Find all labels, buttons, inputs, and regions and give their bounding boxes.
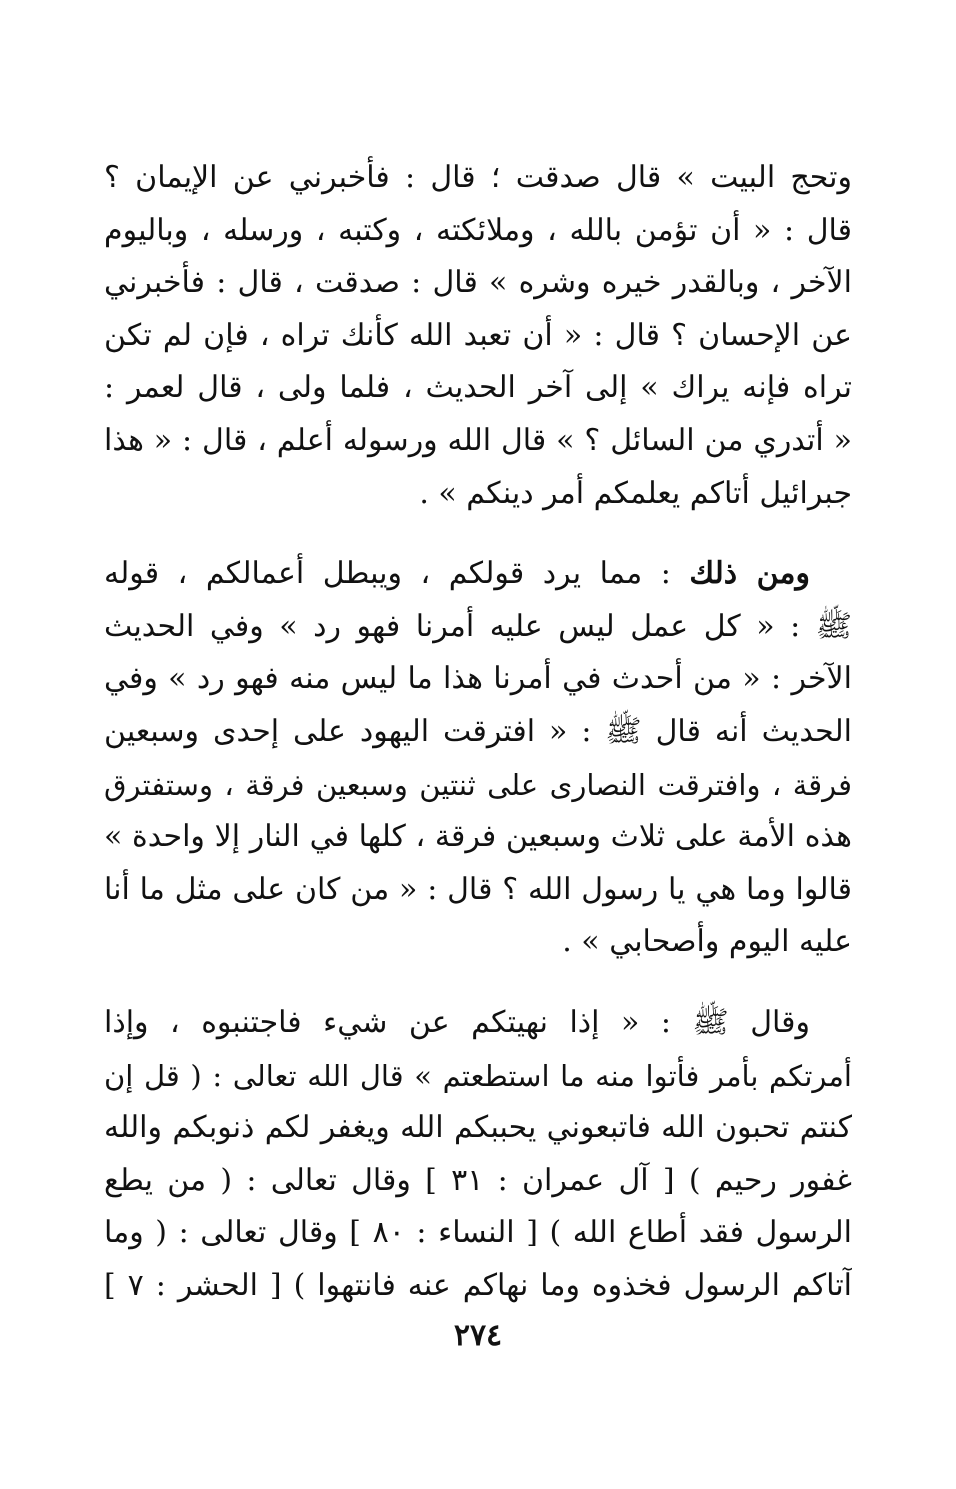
- page-body: [104, 152, 852, 1312]
- text-line: عن الإحسان ؟ قال : « أن تعبد الله كأنك تراه ، فإن لم تكن: [104, 317, 852, 353]
- text-line: « أتدري من السائل ؟ » قال الله ورسوله أعلم ، قال : « هذا: [104, 422, 852, 458]
- paragraph-2: [104, 548, 852, 969]
- text-line: عليه اليوم وأصحابي » .: [562, 924, 852, 960]
- text-line-first: وقال ﷺ : « إذا نهيتكم عن شيء فاجتنبوه ، وإذا: [104, 1004, 810, 1040]
- text-line-first: [104, 548, 852, 601]
- text-line: الرسول فقد أطاع الله ) [ النساء : ٨٠ ] وقال تعالى : ( وما: [104, 1215, 852, 1251]
- text-line: الآخر ، وبالقدر خيره وشره » قال : صدقت ، قال : فأخبرني: [104, 265, 852, 301]
- text-line: فرقة ، وافترقت النصارى على ثنتين وسبعين فرقة ، وستفترق: [104, 767, 852, 802]
- text-line: غفور رحيم ) [ آل عمران : ٣١ ] وقال تعالى : ( من يطع: [104, 1162, 852, 1198]
- text-line: آتاكم الرسول فخذوه وما نهاكم عنه فانتهوا ) [ الحشر : ٧ ]: [104, 1267, 852, 1303]
- text-line: كنتم تحبون الله فاتبعوني يحببكم الله ويغفر لكم ذنوبكم والله: [104, 1110, 852, 1146]
- text-line: أمرتكم بأمر فأتوا منه ما استطعتم » قال الله تعالى : ( قل إن: [104, 1058, 852, 1093]
- text-line: قالوا وما هي يا رسول الله ؟ قال : « من كان على مثل ما أنا: [104, 871, 852, 907]
- text-line: تراه فإنه يراك » إلى آخر الحديث ، فلما ولى ، قال لعمر :: [104, 370, 852, 406]
- text-line: ﷺ : « كل عمل ليس عليه أمرنا فهو رد » وفي الحديث: [104, 608, 852, 644]
- text-line: الآخر : « من أحدث في أمرنا هذا ما ليس منه فهو رد » وفي: [104, 661, 852, 697]
- paragraph-gap: [104, 969, 852, 997]
- paragraph-3: [104, 997, 852, 1313]
- lead-line-rest: : مما يرد قولكم ، ويبطل أعمالكم ، قوله: [104, 556, 690, 592]
- paragraph-gap: [104, 520, 852, 548]
- lead-phrase: ومن ذلك: [689, 556, 810, 592]
- text-line: جبرائيل أتاكم يعلمكم أمر دينكم » .: [419, 475, 852, 511]
- text-line: قال : « أن تؤمن بالله ، وملائكته ، وكتبه ، ورسله ، وباليوم: [104, 212, 852, 248]
- text-line: وتحج البيت » قال صدقت ؛ قال : فأخبرني عن الإيمان ؟: [104, 160, 852, 195]
- text-line: الحديث أنه قال ﷺ : « افترقت اليهود على إحدى وسبعين: [104, 713, 852, 749]
- text-line: هذه الأمة على ثلاث وسبعين فرقة ، كلها في النار إلا واحدة »: [104, 819, 852, 855]
- paragraph-1: [104, 152, 852, 520]
- page-number: ٢٧٤: [453, 1318, 503, 1353]
